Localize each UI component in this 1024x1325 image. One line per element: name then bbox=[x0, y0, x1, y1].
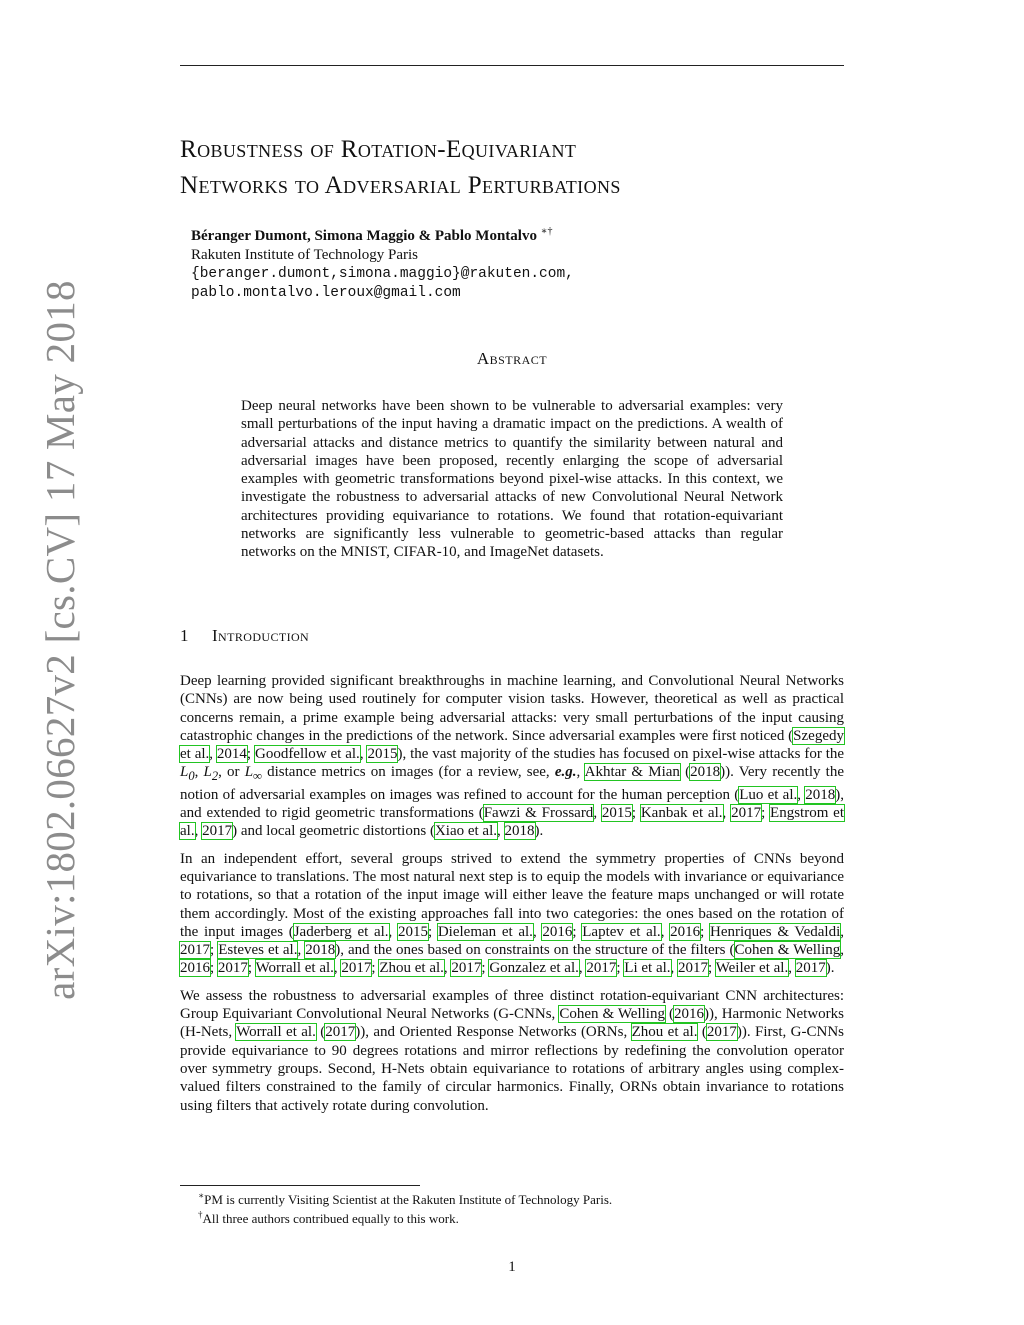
citation-link[interactable]: 2016 bbox=[542, 923, 573, 940]
author-names: Béranger Dumont, Simona Maggio & Pablo Montalvo bbox=[191, 228, 537, 244]
citation-link[interactable]: Gonzalez et al. bbox=[489, 960, 579, 977]
citation-link[interactable]: 2016 bbox=[673, 1006, 704, 1023]
section-heading bbox=[180, 626, 309, 646]
citation-link[interactable]: Cohen & Welling bbox=[559, 1006, 665, 1023]
math-l2: $L_2$ bbox=[203, 764, 219, 784]
citation-link[interactable]: Li et al. bbox=[624, 960, 671, 977]
title-line-2: Networks to Adversarial Perturbations bbox=[180, 172, 621, 199]
citation-link[interactable]: Zhou et al. bbox=[631, 1024, 698, 1041]
title-line-1: Robustness of Rotation-Equivariant bbox=[180, 136, 577, 163]
citation-link[interactable]: 2017 bbox=[325, 1024, 356, 1041]
section-number: 1 bbox=[180, 626, 189, 645]
citation-link[interactable]: Luo et al. bbox=[739, 786, 798, 803]
citation-link[interactable]: Akhtar & Mian bbox=[584, 764, 680, 781]
citation-link[interactable]: 2018 bbox=[504, 823, 535, 840]
citation-link[interactable]: 2017 bbox=[180, 942, 210, 959]
citation-link[interactable]: 2014 bbox=[216, 746, 247, 763]
citation-link[interactable]: 2017 bbox=[217, 960, 248, 977]
citation-link[interactable]: Kanbak et al. bbox=[640, 805, 723, 822]
citation-link[interactable]: 2017 bbox=[586, 960, 617, 977]
citation-link[interactable]: Goodfellow et al. bbox=[254, 746, 360, 763]
footnotes bbox=[198, 1190, 838, 1228]
arxiv-identifier: arXiv:1802.06627v2 [cs.CV] 17 May 2018 bbox=[37, 280, 83, 1000]
header-rule bbox=[180, 65, 844, 66]
citation-link[interactable]: 2015 bbox=[601, 805, 632, 822]
citation-link[interactable]: 2018 bbox=[305, 942, 336, 959]
citation-link[interactable]: 2017 bbox=[731, 805, 762, 822]
citation-link[interactable]: Weiler et al. bbox=[715, 960, 789, 977]
citation-link[interactable]: 2016 bbox=[670, 923, 701, 940]
math-linf: $L_\infty$ bbox=[244, 764, 262, 784]
paragraph-1: Deep learning provided significant breakthroughs in machine learning, and Convolutional Neural Networks (CNNs) are now being used routinely for computer vision tasks. However, theoretical as well as practical concerns remain, a prime example being adversarial attacks: very small perturbations of the input causing catastrophic changes in the predictions of the network. Since adversarial examples were first noticed (Szegedy et al., 2014; Goodfellow et al., 2015), the vast majority of the studies has focused on pixel-wise attacks for the $L_0$, $L_2$, or $L_\infty$ distance metrics on images (for a review, see, e.g., Akhtar & Mian (2018)). Very recently the notion of adversarial examples on images was refined to account for the human perception (Luo et al., 2018), and extended to rigid geometric transformations (Fawzi & Frossard, 2015; Kanbak et al., 2017; Engstrom et al., 2017) and local geometric distortions (Xiao et al., 2018). bbox=[180, 673, 845, 840]
citation-link[interactable]: 2017 bbox=[202, 823, 233, 840]
citation-link[interactable]: 2018 bbox=[805, 786, 836, 803]
author-block bbox=[191, 227, 831, 303]
citation-link[interactable]: Henriques & Vedaldi bbox=[710, 923, 841, 940]
citation-link[interactable]: Fawzi & Frossard bbox=[483, 805, 594, 822]
citation-link[interactable]: Dieleman et al. bbox=[437, 923, 533, 940]
abstract-heading: Abstract bbox=[476, 349, 548, 368]
citation-link[interactable]: Worrall et al. bbox=[236, 1024, 316, 1041]
citation-link[interactable]: Zhou et al. bbox=[379, 960, 444, 977]
citation-link[interactable]: 2016 bbox=[180, 960, 210, 977]
citation-link[interactable]: 2017 bbox=[678, 960, 709, 977]
section-title: Introduction bbox=[212, 626, 310, 645]
author-footnote-marks[interactable]: ∗† bbox=[540, 226, 553, 237]
author-email-2[interactable]: pablo.montalvo.leroux@gmail.com bbox=[191, 285, 461, 301]
paper-title bbox=[180, 132, 844, 204]
citation-link[interactable]: 2015 bbox=[397, 923, 428, 940]
introduction-body bbox=[180, 672, 844, 1124]
math-l0: $L_0$ bbox=[180, 764, 195, 784]
citation-link[interactable]: 2018 bbox=[690, 764, 721, 781]
citation-link[interactable]: 2017 bbox=[451, 960, 482, 977]
citation-link[interactable]: Worrall et al. bbox=[255, 960, 334, 977]
citation-link[interactable]: Jaderberg et al. bbox=[293, 923, 389, 940]
citation-link[interactable]: Engstrom et al. bbox=[180, 805, 844, 840]
paragraph-2: In an independent effort, several groups strived to extend the symmetry properties of CNNs beyond equivariance to translations. The most natural next step is to equip the models with invariance or equivariance to rotations, so that a rotation of the input image will either leave the feature maps unchanged or will rotate them accordingly. Most of the existing approaches fall into two categories: the ones based on the rotation of the input images (Jaderberg et al., 2015; Dieleman et al., 2016; Laptev et al., 2016; Henriques & Vedaldi, 2017; Esteves et al., 2018), and the ones based on constraints on the structure of the filters (Cohen & Welling, 2016; 2017; Worrall et al., 2017; Zhou et al., 2017; Gonzalez et al., 2017; Li et al., 2017; Weiler et al., 2017). bbox=[180, 850, 844, 977]
citation-link[interactable]: 2015 bbox=[367, 746, 398, 763]
citation-link[interactable]: Szegedy et al. bbox=[180, 727, 844, 763]
paragraph-3: We assess the robustness to adversarial examples of three distinct rotation-equivariant CNN architectures: Group Equivariant Convolutional Neural Networks (G-CNNs, Cohen & Welling (2016)), Harmonic Networks (H-Nets, Worrall et al. (2017)), and Oriented Response Networks (ORNs, Zhou et al. (2017)). First, G-CNNs provide equivariance to 90 degrees rotations and mirror reflections by redefining the convolution operator over symmetry groups. Second, H-Nets obtain equivariance to rotations of arbitrary angles using complex-valued filters constrained to the family of circular harmonics. Finally, ORNs obtain invariance to rotations using filters that actively rotate during convolution. bbox=[180, 987, 845, 1114]
citation-link[interactable]: Esteves et al. bbox=[218, 942, 298, 959]
citation-link[interactable]: Laptev et al. bbox=[582, 923, 661, 940]
footnote-1: ∗PM is currently Visiting Scientist at the Rakuten Institute of Technology Paris. bbox=[198, 1190, 613, 1207]
citation-link[interactable]: Cohen & Welling bbox=[734, 942, 841, 959]
footnote-2: †All three authors contribued equally to this work. bbox=[198, 1209, 459, 1226]
footnote-rule bbox=[180, 1185, 420, 1186]
citation-link[interactable]: 2017 bbox=[341, 960, 372, 977]
citation-link[interactable]: 2017 bbox=[795, 960, 826, 977]
page-number: 1 bbox=[508, 1259, 516, 1275]
citation-link[interactable]: 2017 bbox=[706, 1024, 737, 1041]
abstract-text: Deep neural networks have been shown to be vulnerable to adversarial examples: very small perturbations of the input having a dramatic impact on the predictions. A wealth of adversarial attacks and distance metrics to quantify the similarity between natural and adversarial images have been proposed, recently enlarging the scope of adversarial examples with geometric transformations beyond pixel-wise attacks. In this context, we investigate the robustness to adversarial attacks of new Convolutional Neural Network architectures providing equivariance to rotations. We found that rotation-equivariant networks are significantly less vulnerable to geometric-based attacks than regular networks on the MNIST, CIFAR-10, and ImageNet datasets. bbox=[241, 398, 783, 561]
citation-link[interactable]: Xiao et al. bbox=[434, 823, 497, 840]
author-email-1[interactable]: {beranger.dumont,simona.maggio}@rakuten.com, bbox=[191, 266, 574, 282]
author-affiliation: Rakuten Institute of Technology Paris bbox=[191, 247, 418, 263]
